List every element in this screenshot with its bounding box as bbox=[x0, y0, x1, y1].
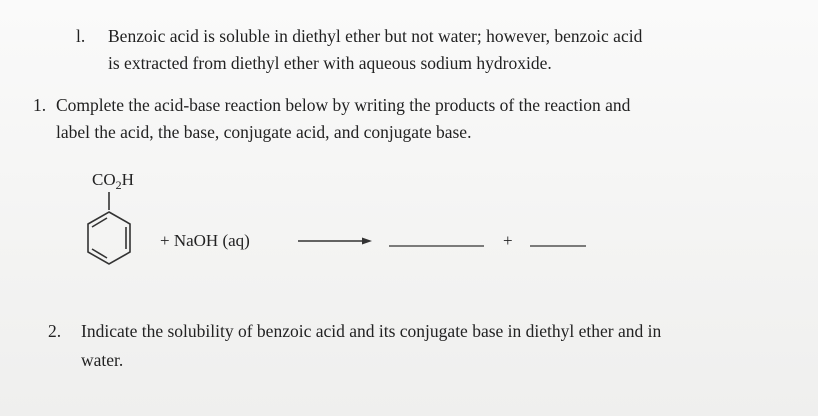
intro-text-line-2: is extracted from diethyl ether with aqueous sodium hydroxide. bbox=[108, 53, 552, 73]
reaction-arrow-icon bbox=[298, 238, 372, 245]
question-1-text-line-2: label the acid, the base, conjugate acid, and conjugate base. bbox=[56, 122, 472, 142]
question-2-text-line-1: Indicate the solubility of benzoic acid and its conjugate base in diethyl ether and in bbox=[81, 321, 662, 341]
question-2-number: 2. bbox=[48, 321, 62, 341]
benzene-ring-icon bbox=[88, 212, 130, 264]
carboxyl-label: $CO_2H$ bbox=[92, 170, 134, 192]
reagent-naoh: + NaOH (aq) bbox=[160, 231, 250, 250]
intro-text-line-1: Benzoic acid is soluble in diethyl ether but not water; however, benzoic acid bbox=[108, 26, 643, 46]
question-1-number: 1. bbox=[33, 95, 47, 115]
question-2-text-line-2: water. bbox=[81, 350, 124, 370]
product-plus: + bbox=[503, 231, 513, 250]
question-1-text-line-1: Complete the acid-base reaction below by writing the products of the reaction and bbox=[56, 95, 631, 115]
intro-number: l. bbox=[76, 26, 86, 46]
